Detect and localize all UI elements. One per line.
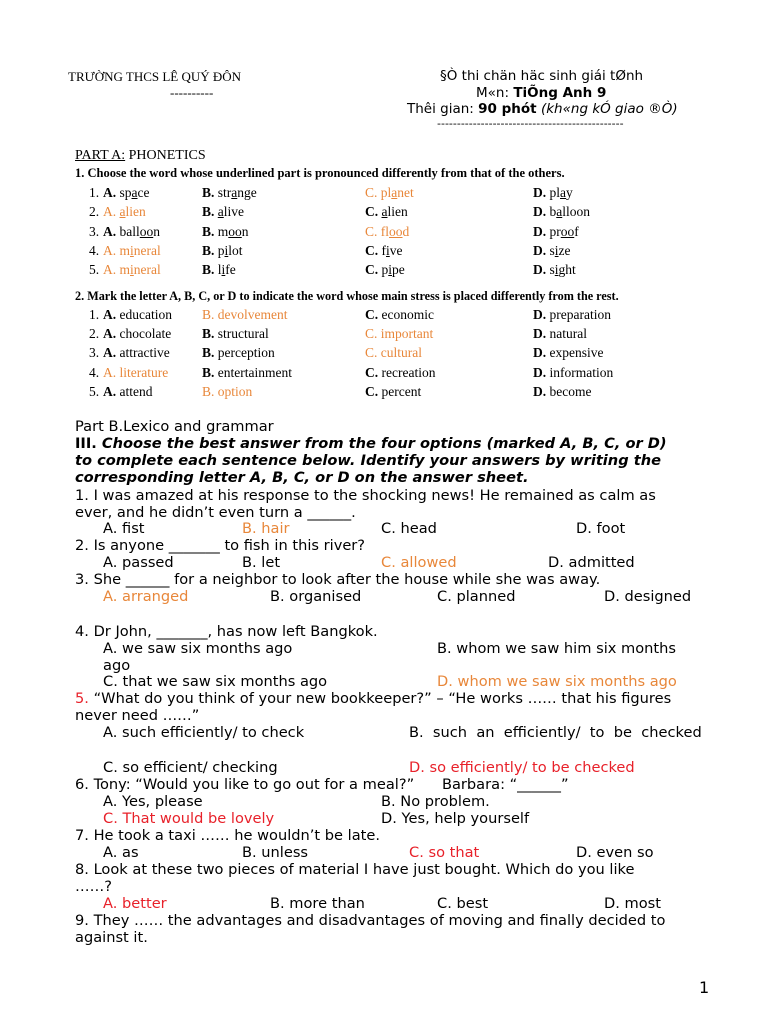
q7-option-b: B. unless <box>242 844 309 861</box>
option-letter: B. <box>202 185 218 200</box>
q7-text: 7. He took a taxi …… he wouldn’t be late. <box>75 827 380 844</box>
option-letter: C. <box>365 185 381 200</box>
option-letter: C. <box>365 262 382 278</box>
row-number: 1. <box>89 185 100 200</box>
option-letter: C. <box>365 242 382 258</box>
row-number: 4. <box>89 242 100 258</box>
subject-line <box>476 85 606 101</box>
option-b: B. life <box>202 262 236 278</box>
q4-text: 4. Dr John, _______, has now left Bangkok. <box>75 623 378 640</box>
q2-option-b: B. let <box>242 554 281 571</box>
option-letter: A. <box>103 345 120 361</box>
q5-text-line1 <box>75 690 671 707</box>
option-c: C. cultural <box>365 345 422 361</box>
option-d: D. become <box>533 383 592 399</box>
option-a: A. education <box>103 307 172 322</box>
school-dashes: ---------- <box>170 85 214 100</box>
option-b: B. pilot <box>202 242 243 258</box>
time-value: 90 phót <box>478 101 537 117</box>
q7-option-a: A. as <box>103 844 139 861</box>
q1-text-line1: 1. I was amazed at his response to the shocking news! He remained as calm as <box>75 487 656 504</box>
q6-text: 6. Tony: “Would you like to go out for a meal?” Barbara: “______” <box>75 776 569 793</box>
option-letter: B. <box>202 223 218 239</box>
row-number: 3. <box>89 345 100 361</box>
option-letter: D. <box>533 185 550 200</box>
q6-option-b: B. No problem. <box>381 793 490 810</box>
q4-option-c: C. that we saw six months ago <box>103 673 328 690</box>
option-letter: C. <box>365 307 382 322</box>
option-b: B. option <box>202 383 253 399</box>
option-c: C. recreation <box>365 364 436 380</box>
q8-option-b: B. more than <box>270 895 365 912</box>
section-number: III. <box>75 435 97 452</box>
option-a: A. mineral <box>103 262 161 278</box>
option-d: D. proof <box>533 223 579 239</box>
option-d: D. size <box>533 242 571 258</box>
q4-option-b-continued: ago <box>103 657 131 674</box>
option-a: A. attend <box>103 383 153 399</box>
part-a-label: PART A: <box>75 148 126 163</box>
row-number: 5. <box>89 383 100 399</box>
option-c: C. five <box>365 242 403 258</box>
q9-text-line1: 9. They …… the advantages and disadvantages of moving and finally decided to <box>75 912 666 929</box>
option-letter: B. <box>202 364 218 380</box>
q7-option-c: C. so that <box>409 844 480 861</box>
q1-instruction: 1. Choose the word whose underlined part is pronounced differently from that of the others. <box>75 166 565 180</box>
section-3-instruction-line2: to complete each sentence below. Identify your answers by writing the <box>75 452 661 469</box>
option-letter: D. <box>533 204 550 220</box>
q3-option-b: B. organised <box>270 588 362 605</box>
option-letter: D. <box>533 262 550 278</box>
option-a: A. chocolate <box>103 326 172 342</box>
option-b: B. strange <box>202 185 257 200</box>
option-c: C. percent <box>365 383 422 399</box>
option-letter: C. <box>365 326 381 342</box>
subject-label: M«n: <box>476 85 514 101</box>
row-number: 1. <box>89 307 100 322</box>
option-a: A. balloon <box>103 223 160 239</box>
q3-text: 3. She ______ for a neighbor to look after the house while she was away. <box>75 571 601 588</box>
q8-option-a: A. better <box>103 895 167 912</box>
option-letter: A. <box>103 262 120 278</box>
option-letter: C. <box>365 345 381 361</box>
row-number: 4. <box>89 364 100 380</box>
q4-option-a: A. we saw six months ago <box>103 640 293 657</box>
option-letter: D. <box>533 326 550 342</box>
q9-text-line2: against it. <box>75 929 148 946</box>
option-d: D. natural <box>533 326 587 342</box>
q1-text-line2: ever, and he didn’t even turn a ______. <box>75 504 356 521</box>
option-a: A. attractive <box>103 345 170 361</box>
option-b: B. alive <box>202 204 245 220</box>
option-d: D. play <box>533 185 573 200</box>
option-letter: D. <box>533 307 550 322</box>
option-b: B. moon <box>202 223 249 239</box>
option-a: A. space <box>103 185 150 200</box>
option-letter: A. <box>103 223 120 239</box>
option-letter: C. <box>365 204 382 220</box>
option-letter: D. <box>533 242 550 258</box>
option-letter: C. <box>365 383 382 399</box>
row-number: 3. <box>89 223 100 239</box>
option-d: D. balloon <box>533 204 591 220</box>
q6-option-c: C. That would be lovely <box>103 810 275 827</box>
option-letter: B. <box>202 326 218 342</box>
row-number: 2. <box>89 204 100 220</box>
part-a-title <box>75 148 206 164</box>
option-c: C. economic <box>365 307 434 322</box>
q5-option-b: B. such an efficiently/ to be checked <box>409 724 702 741</box>
q2-instruction: 2. Mark the letter A, B, C, or D to indicate the word whose main stress is placed differently from the rest. <box>75 289 619 303</box>
q6-option-a: A. Yes, please <box>103 793 203 810</box>
q8-option-d: D. most <box>604 895 661 912</box>
option-c: C. important <box>365 326 434 342</box>
option-letter: B. <box>202 242 218 258</box>
q7-option-d: D. even so <box>576 844 654 861</box>
q8-option-c: C. best <box>437 895 489 912</box>
option-b: B. perception <box>202 345 275 361</box>
q8-text-line1: 8. Look at these two pieces of material I have just bought. Which do you like <box>75 861 635 878</box>
q5-option-a: A. such efficiently/ to check <box>103 724 305 741</box>
option-letter: A. <box>103 185 120 200</box>
option-d: D. preparation <box>533 307 611 322</box>
option-letter: B. <box>202 345 218 361</box>
q8-text-line2: ……? <box>75 878 112 895</box>
row-number: 2. <box>89 326 100 342</box>
option-letter: A. <box>103 242 120 258</box>
option-b: B. structural <box>202 326 269 342</box>
q5-number: 5. <box>75 690 89 707</box>
q5-option-d: D. so efficiently/ to be checked <box>409 759 635 776</box>
option-letter: B. <box>202 262 218 278</box>
option-letter: A. <box>103 364 120 380</box>
section-3-instruction-line1 <box>75 435 667 452</box>
option-d: D. information <box>533 364 614 380</box>
time-line <box>407 101 678 117</box>
q1-option-c: C. head <box>381 520 437 537</box>
option-c: C. flood <box>365 223 410 239</box>
option-letter: C. <box>365 223 381 239</box>
instruction-text-1: Choose the best answer from the four options (marked A, B, C, or D) <box>96 435 667 452</box>
q5-text-line2: never need ……” <box>75 707 200 724</box>
part-a-subtitle: PHONETICS <box>125 148 206 163</box>
option-c: C. pipe <box>365 262 405 278</box>
option-b: B. devolvement <box>202 307 288 322</box>
q5-text: “What do you think of your new bookkeeper?” – “He works …… that his figures <box>88 690 672 707</box>
option-letter: D. <box>533 383 550 399</box>
time-label: Thêi gian: <box>407 101 479 117</box>
section-3-instruction-line3: corresponding letter A, B, C, or D on the answer sheet. <box>75 469 529 486</box>
q2-option-a: A. passed <box>103 554 174 571</box>
option-letter: D. <box>533 223 550 239</box>
option-c: C. planet <box>365 185 414 200</box>
option-letter: B. <box>202 383 218 399</box>
q3-option-c: C. planned <box>437 588 516 605</box>
option-c: C. alien <box>365 204 408 220</box>
option-a: A. alien <box>103 204 146 220</box>
option-letter: B. <box>202 307 218 322</box>
q4-option-d: D. whom we saw six months ago <box>437 673 677 690</box>
option-letter: D. <box>533 345 550 361</box>
q3-option-a: A. arranged <box>103 588 189 605</box>
right-dashes: ----------------------------------------------- <box>437 117 624 130</box>
q1-option-b: B. hair <box>242 520 290 537</box>
q5-option-c: C. so efficient/ checking <box>103 759 278 776</box>
q1-option-a: A. fist <box>103 520 145 537</box>
page-number: 1 <box>699 978 710 997</box>
option-letter: C. <box>365 364 382 380</box>
option-letter: A. <box>103 326 120 342</box>
option-b: B. entertainment <box>202 364 292 380</box>
option-letter: A. <box>103 307 120 322</box>
exam-title: §Ò thi chän häc sinh giái tØnh <box>440 68 644 84</box>
option-a: A. literature <box>103 364 169 380</box>
q6-option-d: D. Yes, help yourself <box>381 810 530 827</box>
q1-option-d: D. foot <box>576 520 626 537</box>
option-letter: B. <box>202 204 218 220</box>
time-note: (kh«ng kÓ giao ®Ò) <box>540 101 678 117</box>
option-d: D. sight <box>533 262 576 278</box>
q2-option-d: D. admitted <box>548 554 635 571</box>
option-letter: D. <box>533 364 550 380</box>
option-letter: A. <box>103 204 120 220</box>
q2-option-c: C. allowed <box>381 554 457 571</box>
option-letter: A. <box>103 383 120 399</box>
school-name: TRƯỜNG THCS LÊ QUÝ ĐÔN <box>68 69 242 84</box>
option-d: D. expensive <box>533 345 604 361</box>
row-number: 5. <box>89 262 100 278</box>
subject-value: TiÕng Anh 9 <box>513 85 607 101</box>
part-b-title: Part B.Lexico and grammar <box>75 418 274 435</box>
option-a: A. mineral <box>103 242 161 258</box>
q3-option-d: D. designed <box>604 588 692 605</box>
q4-option-b: B. whom we saw him six months <box>437 640 676 657</box>
q2-text: 2. Is anyone _______ to fish in this river? <box>75 537 366 554</box>
